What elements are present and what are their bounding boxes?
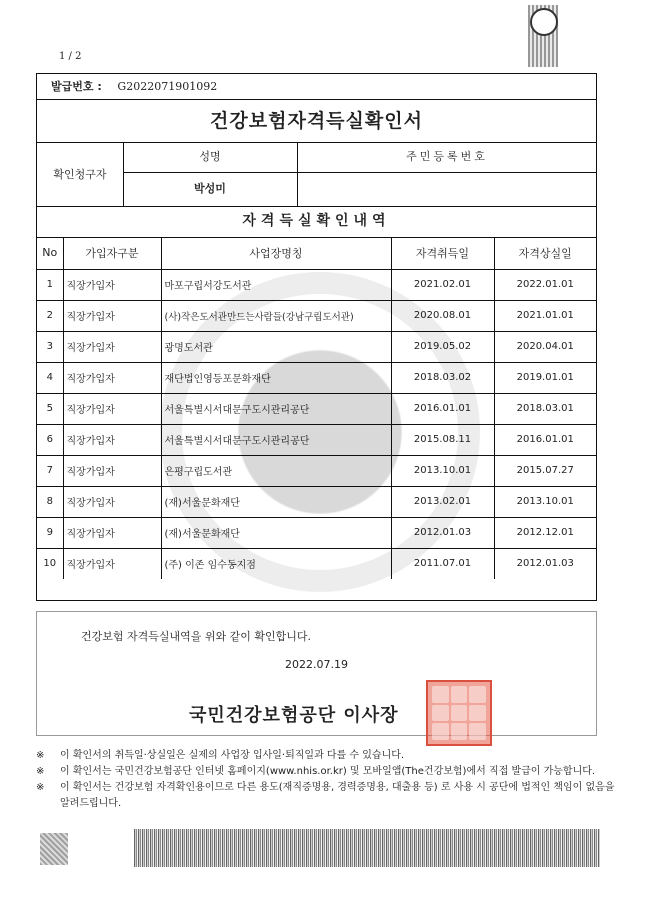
row-acquired: 2013.02.01 — [391, 486, 494, 517]
row-no: 10 — [37, 548, 63, 579]
row-acquired: 2011.07.01 — [391, 548, 494, 579]
row-acquired: 2020.08.01 — [391, 300, 494, 331]
row-acquired: 2015.08.11 — [391, 424, 494, 455]
row-no: 6 — [37, 424, 63, 455]
issuer-name: 국민건강보험공단 이사장 — [189, 705, 399, 726]
rrn-header: 주민등록번호 — [297, 142, 597, 173]
row-workplace: (재)서울문화재단 — [161, 486, 391, 517]
column-header: 자격상실일 — [494, 237, 596, 269]
history-table — [37, 237, 596, 579]
row-no: 8 — [37, 486, 63, 517]
table-row — [37, 548, 596, 579]
qr-code-icon — [40, 833, 68, 865]
row-no: 2 — [37, 300, 63, 331]
table-row — [37, 300, 596, 331]
row-workplace: 은평구립도서관 — [161, 455, 391, 486]
note-text: 이 확인서는 국민건강보험공단 인터넷 홈페이지(www.nhis.or.kr) 및 모바일앱(The건강보험)에서 직접 발급이 가능합니다. — [60, 766, 596, 777]
table-row — [37, 424, 596, 455]
row-workplace: (재)서울문화재단 — [161, 517, 391, 548]
column-header: No — [37, 237, 63, 269]
table-header-row — [37, 237, 596, 269]
row-type: 직장가입자 — [63, 362, 161, 393]
requester-name: 박성미 — [123, 172, 298, 206]
note-item — [36, 764, 616, 780]
row-lost: 2021.01.01 — [494, 300, 596, 331]
confirmation-box — [36, 611, 597, 736]
row-lost: 2020.04.01 — [494, 331, 596, 362]
row-lost: 2012.01.03 — [494, 548, 596, 579]
row-lost: 2016.01.01 — [494, 424, 596, 455]
row-no: 3 — [37, 331, 63, 362]
row-workplace: 서울특별시서대문구도시관리공단 — [161, 393, 391, 424]
column-header: 가입자구분 — [63, 237, 161, 269]
history-section-title: 자격득실확인내역 — [37, 206, 596, 238]
row-type: 직장가입자 — [63, 486, 161, 517]
confirmation-date: 2022.07.19 — [285, 658, 348, 671]
row-acquired: 2013.10.01 — [391, 455, 494, 486]
barcode-icon — [134, 829, 600, 867]
note-item — [36, 780, 616, 812]
row-lost: 2018.03.01 — [494, 393, 596, 424]
row-acquired: 2019.05.02 — [391, 331, 494, 362]
table-row — [37, 362, 596, 393]
issue-number-row — [37, 74, 596, 100]
note-text: 이 확인서의 취득일·상실일은 실제의 사업장 입사일·퇴직일과 다를 수 있습니다. — [60, 750, 405, 761]
table-row — [37, 517, 596, 548]
row-type: 직장가입자 — [63, 393, 161, 424]
column-header: 사업장명칭 — [161, 237, 391, 269]
row-lost: 2013.10.01 — [494, 486, 596, 517]
row-type: 직장가입자 — [63, 548, 161, 579]
row-no: 9 — [37, 517, 63, 548]
requester-label: 확인청구자 — [37, 142, 124, 206]
note-item — [36, 748, 616, 764]
notes — [36, 748, 616, 812]
row-type: 직장가입자 — [63, 269, 161, 300]
row-workplace: 마포구립서강도서관 — [161, 269, 391, 300]
issue-label: 발급번호 : — [51, 80, 102, 93]
table-row — [37, 269, 596, 300]
row-workplace: (사)작은도서관만드는사람들(강남구립도서관) — [161, 300, 391, 331]
requester-rrn — [297, 172, 597, 206]
row-no: 1 — [37, 269, 63, 300]
row-workplace: 서울특별시서대문구도시관리공단 — [161, 424, 391, 455]
row-no: 5 — [37, 393, 63, 424]
row-type: 직장가입자 — [63, 331, 161, 362]
column-header: 자격취득일 — [391, 237, 494, 269]
history-rows — [37, 269, 596, 579]
row-acquired: 2012.01.03 — [391, 517, 494, 548]
document-mark-icon — [72, 836, 112, 864]
row-type: 직장가입자 — [63, 517, 161, 548]
nhis-logo-icon — [530, 8, 558, 36]
name-header: 성명 — [123, 142, 298, 173]
row-workplace: (주) 이존 임수동지점 — [161, 548, 391, 579]
row-acquired: 2016.01.01 — [391, 393, 494, 424]
row-no: 4 — [37, 362, 63, 393]
table-row — [37, 486, 596, 517]
note-mark: ※ — [36, 766, 45, 777]
note-mark: ※ — [36, 782, 45, 793]
note-mark: ※ — [36, 750, 45, 761]
row-type: 직장가입자 — [63, 300, 161, 331]
table-row — [37, 455, 596, 486]
row-workplace: 재단법인영등포문화재단 — [161, 362, 391, 393]
table-row — [37, 393, 596, 424]
row-lost: 2012.12.01 — [494, 517, 596, 548]
row-lost: 2019.01.01 — [494, 362, 596, 393]
document-title: 건강보험자격득실확인서 — [37, 100, 596, 143]
certificate-form — [36, 73, 597, 601]
row-lost: 2022.01.01 — [494, 269, 596, 300]
row-type: 직장가입자 — [63, 455, 161, 486]
row-acquired: 2021.02.01 — [391, 269, 494, 300]
row-type: 직장가입자 — [63, 424, 161, 455]
row-lost: 2015.07.27 — [494, 455, 596, 486]
page-number: 1 / 2 — [59, 51, 82, 62]
official-seal-icon — [426, 680, 492, 746]
row-acquired: 2018.03.02 — [391, 362, 494, 393]
confirmation-statement: 건강보험 자격득실내역을 위와 같이 확인합니다. — [81, 630, 312, 643]
requester-section — [37, 142, 596, 207]
table-row — [37, 331, 596, 362]
row-workplace: 광명도서관 — [161, 331, 391, 362]
row-no: 7 — [37, 455, 63, 486]
issue-number: G2022071901092 — [117, 80, 218, 93]
note-text: 이 확인서는 건강보험 자격확인용이므로 다른 용도(재직증명용, 경력증명용, 대출용 등) 로 사용 시 공단에 법적인 책임이 없음을 알려드립니다. — [60, 782, 615, 809]
